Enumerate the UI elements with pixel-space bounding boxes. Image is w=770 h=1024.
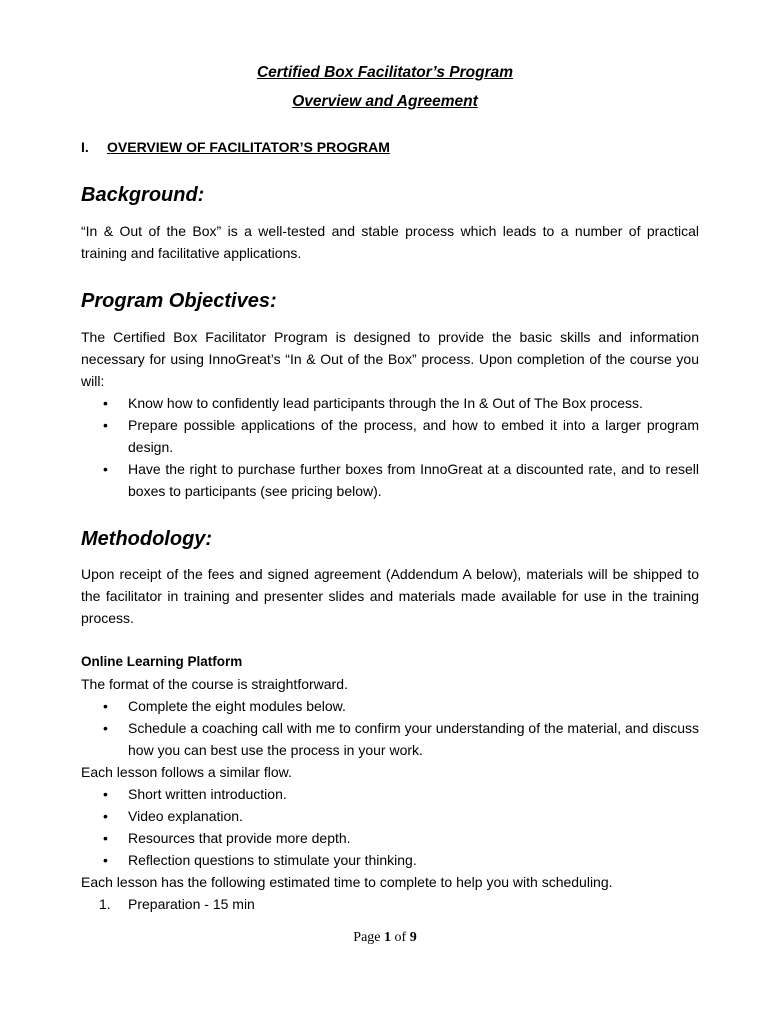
page-footer: [0, 930, 770, 946]
list-text: Preparation - 15 min: [128, 896, 255, 912]
background-paragraph: “In & Out of the Box” is a well-tested and stable process which leads to a number of practical training and facilitative applications.: [81, 223, 699, 261]
list-item: • Resources that provide more depth.: [81, 827, 699, 849]
objectives-intro: The Certified Box Facilitator Program is designed to provide the basic skills and information necessary for using InnoGreat’s “In & Out of the Box” process. Upon completion of the course you will:: [81, 329, 699, 389]
page-current: 1: [384, 930, 392, 945]
list-item: • Have the right to purchase further boxes from InnoGreat at a discounted rate, and to resell boxes to participants (see pricing below).: [81, 458, 699, 502]
list-item: • Schedule a coaching call with me to confirm your understanding of the material, and discuss how you can best use the process in your work.: [81, 717, 699, 761]
objectives-heading: Program Objectives:: [81, 290, 277, 312]
section-title: OVERVIEW OF FACILITATOR’S PROGRAM: [107, 139, 390, 155]
time-list: [81, 893, 699, 915]
list-item: • Short written introduction.: [81, 783, 699, 805]
document-title: Certified Box Facilitator’s Program: [256, 64, 514, 81]
methodology-heading: Methodology:: [81, 528, 213, 550]
page-label: Page: [353, 930, 381, 945]
section-heading: [81, 139, 390, 155]
section-number: I.: [81, 139, 89, 155]
format-line: The format of the course is straightforward.: [81, 676, 348, 692]
of-label: of: [394, 930, 407, 945]
list-item: • Complete the eight modules below.: [81, 695, 699, 717]
list-item: • Video explanation.: [81, 805, 699, 827]
list-item: [81, 893, 699, 915]
background-heading: Background:: [81, 184, 205, 206]
online-platform-heading: Online Learning Platform: [81, 654, 243, 669]
list-number: 1.: [99, 896, 111, 912]
time-line: Each lesson has the following estimated time to complete to help you with scheduling.: [81, 874, 613, 890]
flow-line: Each lesson follows a similar flow.: [81, 764, 292, 780]
page-total: 9: [409, 930, 417, 945]
format-list: [81, 695, 699, 761]
methodology-paragraph: Upon receipt of the fees and signed agreement (Addendum A below), materials will be shipped to the facilitator in training and presenter slides and materials made available for use in the training process.: [81, 566, 699, 626]
list-item: • Prepare possible applications of the process, and how to embed it into a larger program design.: [81, 414, 699, 458]
list-item: • Reflection questions to stimulate your thinking.: [81, 849, 699, 871]
flow-list: [81, 783, 699, 871]
document-subtitle: Overview and Agreement: [292, 93, 478, 110]
objectives-list: [81, 392, 699, 502]
list-item: • Know how to confidently lead participants through the In & Out of The Box process.: [81, 392, 699, 414]
